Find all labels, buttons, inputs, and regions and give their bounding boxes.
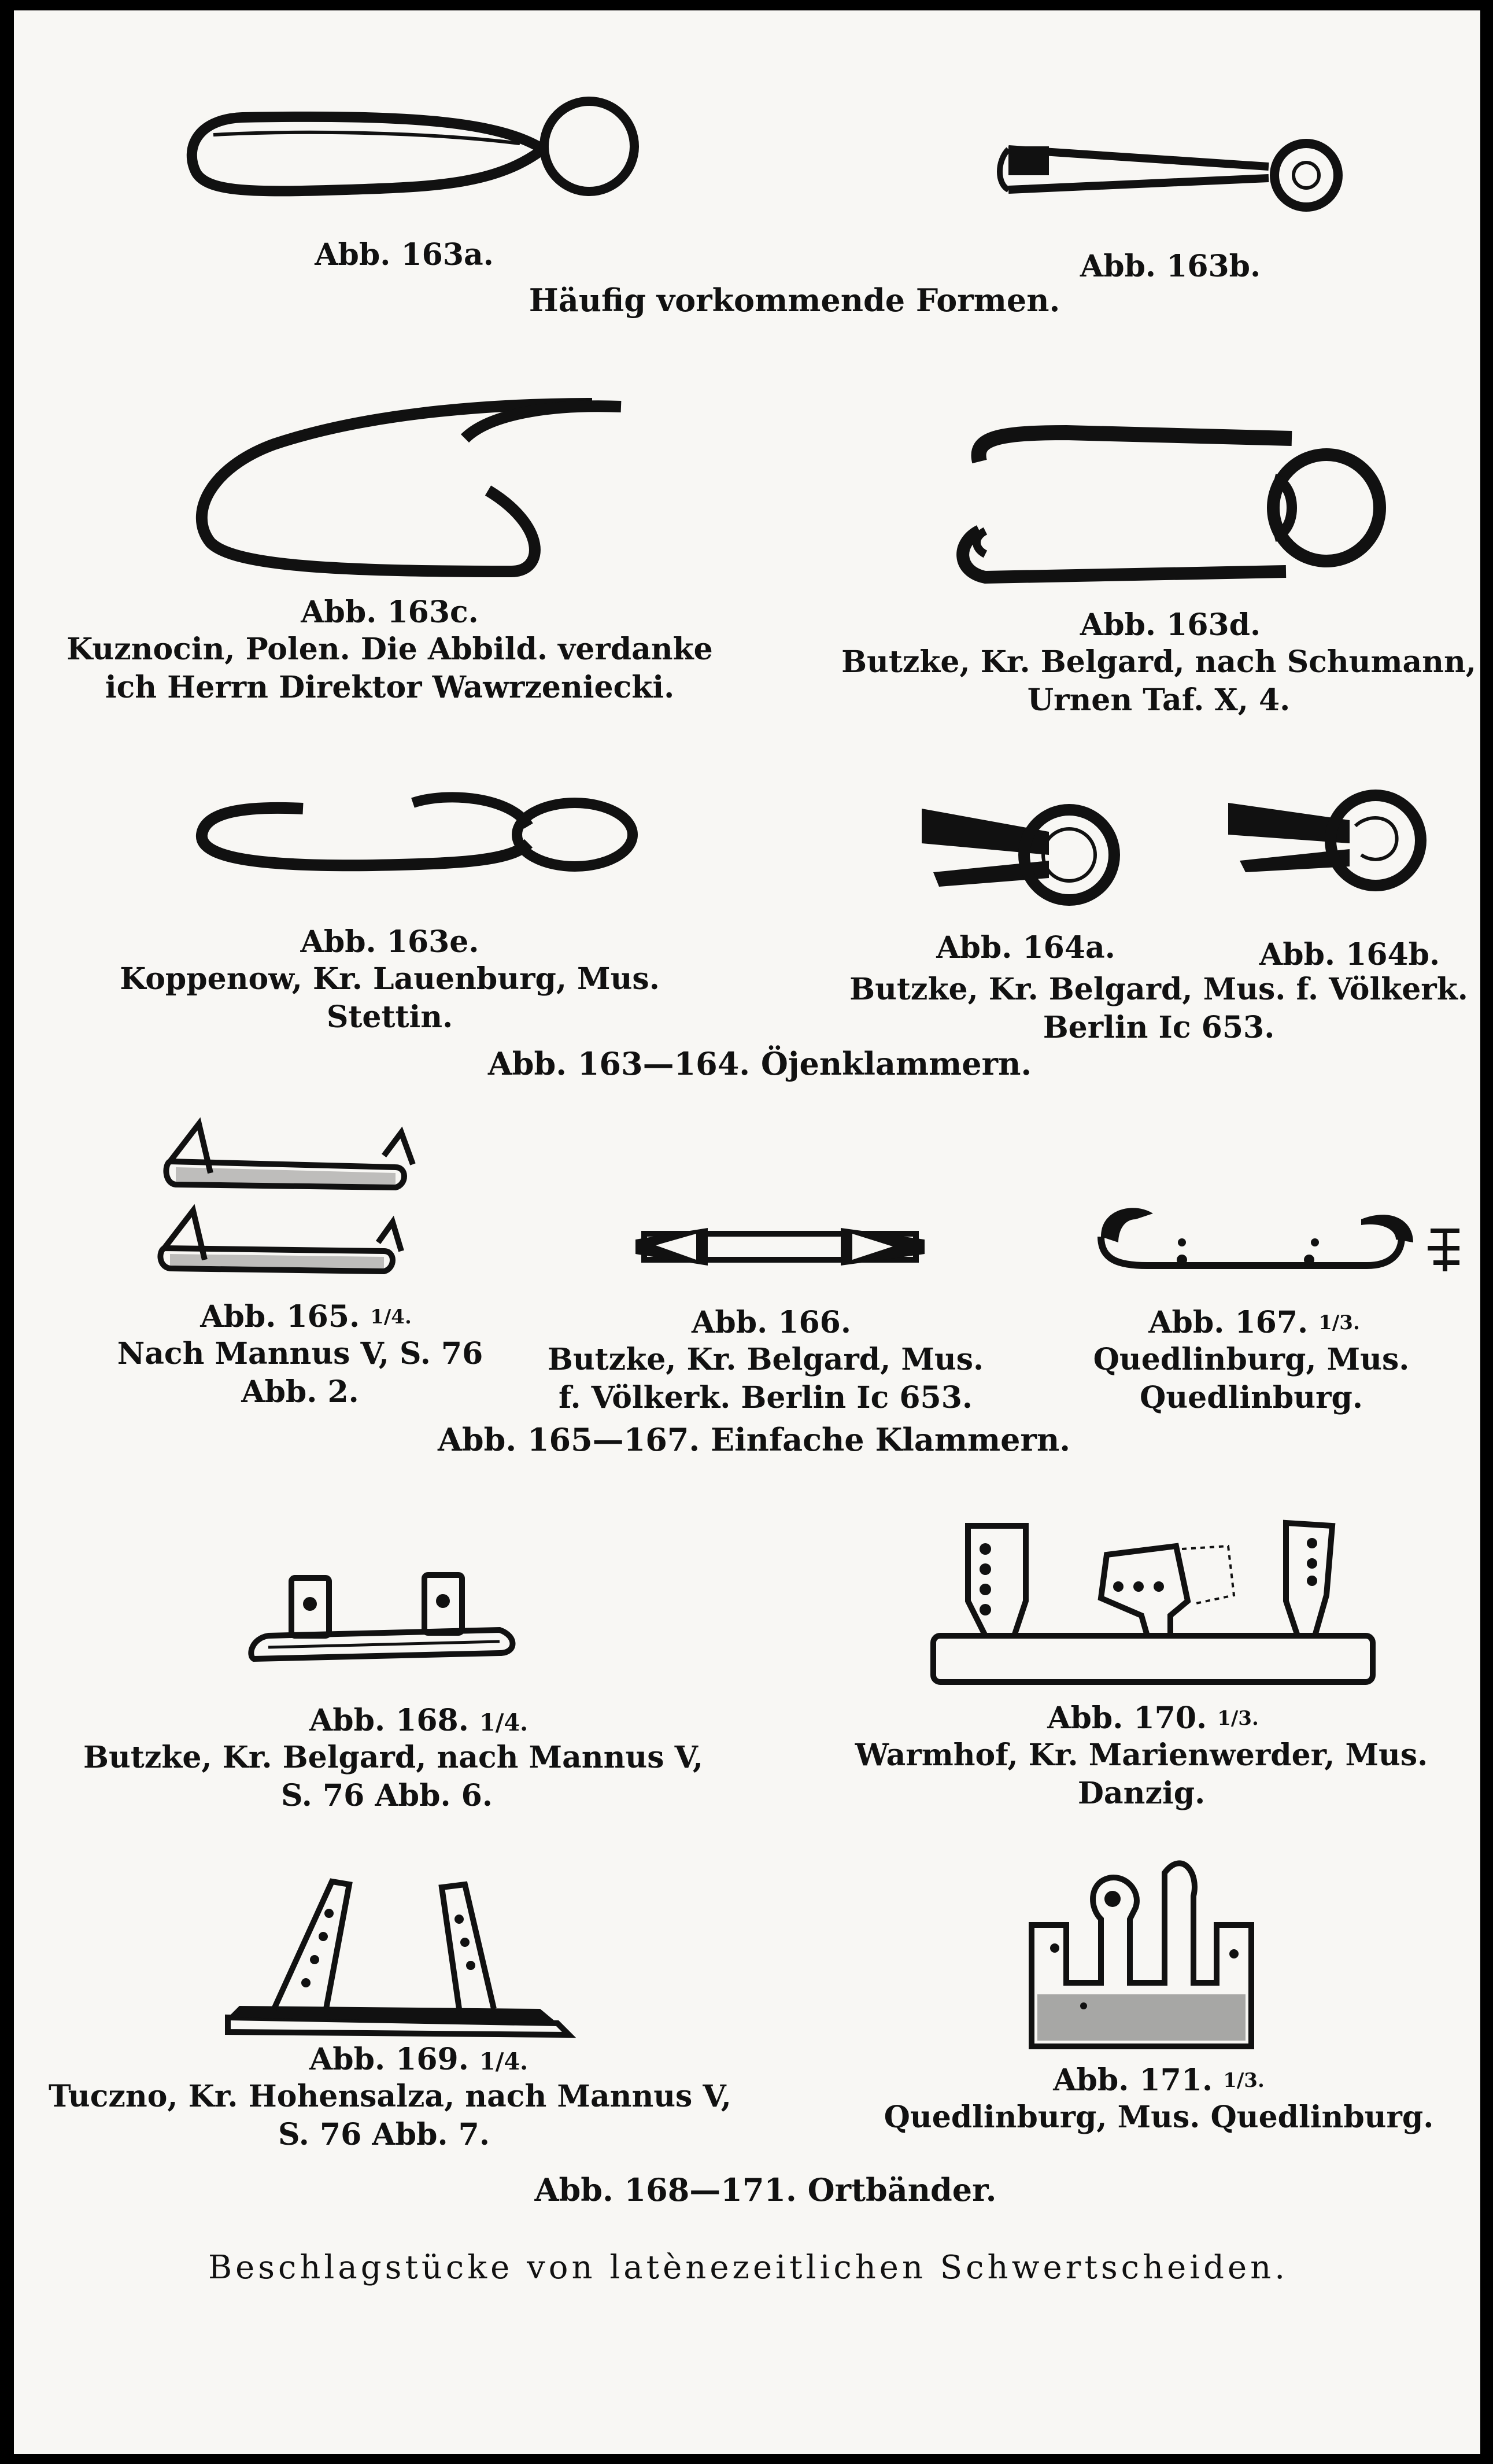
caption-170: Abb. 170. $^{1/3.}$ xyxy=(1047,1701,1259,1736)
group-caption-einfache-klammern: Abb. 165—167. Einfache Klammern. xyxy=(437,1421,1071,1458)
figure-163c-drawing xyxy=(187,381,638,600)
group-caption-ortbander: Abb. 168—171. Ortbänder. xyxy=(534,2171,997,2208)
figure-164a-drawing xyxy=(916,791,1130,919)
caption-165-source: Nach Mannus V, S. 76 Abb. 2. xyxy=(117,1336,483,1410)
figure-169-drawing xyxy=(216,1873,581,2041)
figure-163a-drawing xyxy=(173,86,653,213)
footer-title: Beschlagstücke von latènezeitlichen Schwertscheiden. xyxy=(208,2249,1289,2286)
caption-167-location: Quedlinburg, Mus. Quedlinburg. xyxy=(1093,1342,1410,1415)
caption-168-location: Butzke, Kr. Belgard, nach Mannus V, S. 76 Abb. 6. xyxy=(83,1740,703,1813)
caption-163d: Abb. 163d. xyxy=(1080,607,1261,643)
caption-163b: Abb. 163b. xyxy=(1080,249,1261,284)
figure-164b-drawing xyxy=(1222,780,1436,907)
caption-163e-location: Koppenow, Kr. Lauenburg, Mus. Stettin. xyxy=(120,961,660,1035)
figure-165-drawing xyxy=(153,1109,424,1283)
caption-163c-location: Kuznocin, Polen. Die Abbild. verdanke ich Herrn Direktor Wawrzeniecki. xyxy=(66,632,713,705)
caption-163c: Abb. 163c. xyxy=(301,595,479,630)
caption-169: Abb. 169. 1/4. xyxy=(309,2042,529,2077)
caption-171: Abb. 171. $^{1/3.}$ xyxy=(1053,2063,1265,2098)
figure-171-drawing xyxy=(1014,1850,1286,2058)
caption-170-location: Warmhof, Kr. Marienwerder, Mus. Danzig. xyxy=(855,1738,1428,1811)
figure-163e-drawing xyxy=(187,780,644,901)
caption-169-location: Tuczno, Kr. Hohensalza, nach Mannus V, S. 76 Abb. 7. xyxy=(49,2079,731,2152)
caption-164a: Abb. 164a. xyxy=(936,930,1115,965)
caption-163a: Abb. 163a. xyxy=(315,237,494,272)
group-caption-common-forms: Häufig vorkommende Formen. xyxy=(529,282,1060,319)
caption-164-location: Butzke, Kr. Belgard, Mus. f. Völkerk. Berlin Ic 653. xyxy=(849,972,1468,1045)
caption-163d-location: Butzke, Kr. Belgard, nach Schumann, Urnen Taf. X, 4. xyxy=(841,644,1476,718)
caption-171-location: Quedlinburg, Mus. Quedlinburg. xyxy=(884,2100,1434,2135)
figure-170-drawing xyxy=(927,1514,1384,1688)
caption-165: Abb. 165. $^{1/4.}$ xyxy=(200,1299,412,1334)
figure-167-drawing xyxy=(1089,1196,1459,1283)
figure-168-drawing xyxy=(245,1566,523,1676)
caption-166-location: Butzke, Kr. Belgard, Mus. f. Völkerk. Berlin Ic 653. xyxy=(547,1342,984,1415)
caption-163e: Abb. 163e. xyxy=(300,924,479,960)
caption-166: Abb. 166. xyxy=(692,1305,851,1340)
figure-163b-drawing xyxy=(997,120,1350,224)
caption-167: Abb. 167. $^{1/3.}$ xyxy=(1148,1305,1360,1340)
figure-166-drawing xyxy=(633,1213,927,1277)
figure-163d-drawing xyxy=(951,415,1402,600)
caption-168: Abb. 168. 1/4. xyxy=(309,1703,529,1738)
caption-164b: Abb. 164b. xyxy=(1259,937,1440,972)
slide-sheet xyxy=(14,10,1480,2454)
group-caption-ojenklammern: Abb. 163—164. Öjenklammern. xyxy=(487,1045,1032,1082)
